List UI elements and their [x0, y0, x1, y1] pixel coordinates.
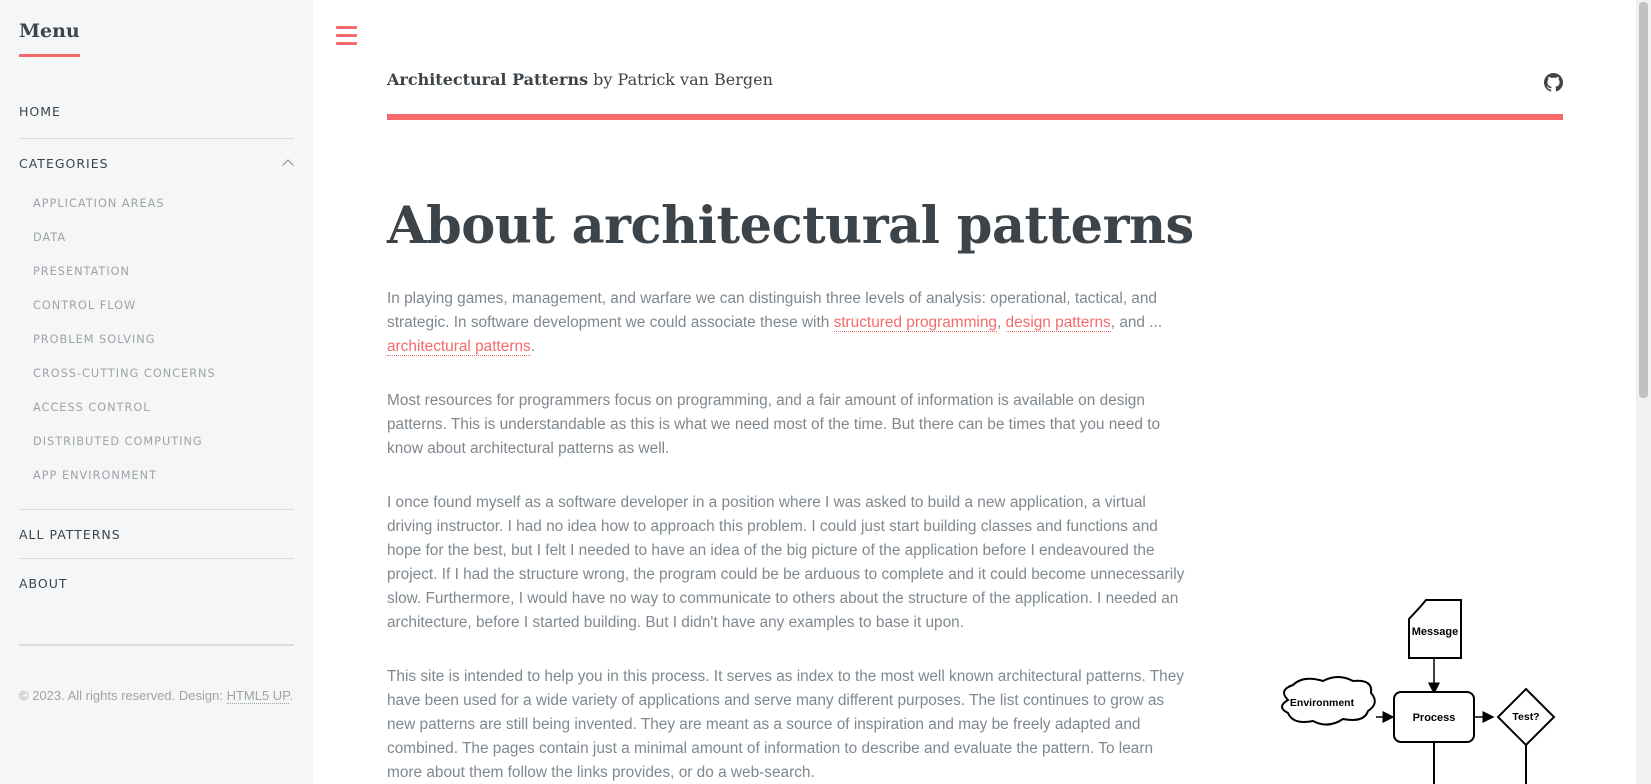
sidebar-divider [19, 644, 294, 646]
process-label: Process [1412, 712, 1456, 724]
chevron-up-icon[interactable] [282, 157, 294, 169]
subnav-item-application-areas[interactable]: APPLICATION AREAS [33, 197, 165, 210]
sidebar-item-all-patterns[interactable]: ALL PATTERNS [19, 510, 294, 559]
subnav-item-control-flow[interactable]: CONTROL FLOW [33, 299, 137, 312]
design-credit-link[interactable]: HTML5 UP [226, 688, 290, 703]
site-title-author: by Patrick van Bergen [588, 70, 773, 89]
site-header [387, 70, 1563, 120]
subnav-item-app-environment[interactable]: APP ENVIRONMENT [33, 469, 158, 482]
paragraph-resources: Most resources for programmers focus on programming, and a fair amount of information is available on design patterns. This is understandable as this is what we need most of the time. But there can be times that you need to know about architectural patterns as well. [387, 392, 1161, 457]
sidebar-item-home[interactable]: HOME [19, 91, 294, 139]
message-label: Message [1411, 626, 1459, 638]
categories-label: CATEGORIES [19, 155, 109, 171]
subnav-item-problem-solving[interactable]: PROBLEM SOLVING [33, 333, 156, 346]
copyright-end: . [289, 688, 293, 703]
page-scrollbar[interactable] [1636, 0, 1651, 784]
sidebar-item-about[interactable]: ABOUT [19, 576, 68, 591]
intro-end: . [530, 338, 535, 355]
paragraph-story: I once found myself as a software developer in a position where I was asked to build a new application, a virtual driving instructor. I had no idea how to approach this problem. I could just start building classes and functions and hope for the best, but I felt I needed to have an idea of the big picture of the application before I endeavoured the project. If I had the structure wrong, the program could be be arduous to complete and it could become unnecessarily slow. Furthermore, I would have no way to communicate to others about the structure of the application. I needed an architecture, before I started building. But I didn't have any examples to base it upon. [387, 494, 1185, 631]
intro-sep-1: , [996, 314, 1006, 331]
link-design-patterns[interactable]: design patterns [1005, 314, 1111, 331]
subnav-item-access-control[interactable]: ACCESS CONTROL [33, 401, 151, 414]
link-architectural-patterns[interactable]: architectural patterns [387, 338, 531, 355]
test-node [1498, 689, 1554, 745]
flow-diagram [1268, 595, 1568, 784]
categories-toggle[interactable] [19, 139, 294, 187]
intro-sep-2: , and ... [1110, 314, 1163, 331]
subnav-item-presentation[interactable]: PRESENTATION [33, 265, 131, 278]
page-title: About architectural patterns [387, 196, 1194, 256]
test-label: Test? [1512, 711, 1540, 723]
copyright-text: © 2023. All rights reserved. Design: [19, 688, 227, 703]
link-structured-programming[interactable]: structured programming [833, 314, 997, 331]
hamburger-icon[interactable] [336, 26, 357, 46]
site-title[interactable] [387, 70, 1563, 89]
intro-text: In playing games, management, and warfare we can distinguish three levels of analysis: operational, tactical, and strategic. In software development we could associate these with [387, 290, 1157, 331]
environment-label: Environment [1289, 697, 1355, 709]
sidebar-title: Menu [19, 20, 80, 57]
scrollbar-thumb[interactable] [1639, 2, 1648, 398]
message-node [1409, 600, 1461, 658]
categories-submenu [19, 187, 294, 510]
github-icon[interactable] [1544, 73, 1563, 92]
sidebar [0, 0, 313, 784]
paragraph-intro [387, 287, 1187, 359]
subnav-item-data[interactable]: DATA [33, 231, 67, 244]
subnav-item-distributed-computing[interactable]: DISTRIBUTED COMPUTING [33, 435, 203, 448]
sidebar-item-categories[interactable] [19, 139, 294, 510]
environment-node [1282, 677, 1375, 725]
subnav-item-cross-cutting-concerns[interactable]: CROSS-CUTTING CONCERNS [33, 367, 216, 380]
main-content [387, 287, 1187, 784]
site-title-bold: Architectural Patterns [387, 70, 589, 89]
paragraph-purpose: This site is intended to help you in this process. It serves as index to the most well known architectural patterns. They have been used for a wide variety of applications and serve many different purposes. The list continues to grow as new patterns are still being invented. They are meant as a source of inspiration and may be freely adapted and combined. The pages contain just a minimal amount of information to describe and evaluate the pattern. To learn more about them follow the links provides, or do a web-search. [387, 668, 1184, 781]
sidebar-nav [19, 91, 294, 608]
copyright [19, 688, 294, 703]
process-node [1394, 692, 1474, 742]
